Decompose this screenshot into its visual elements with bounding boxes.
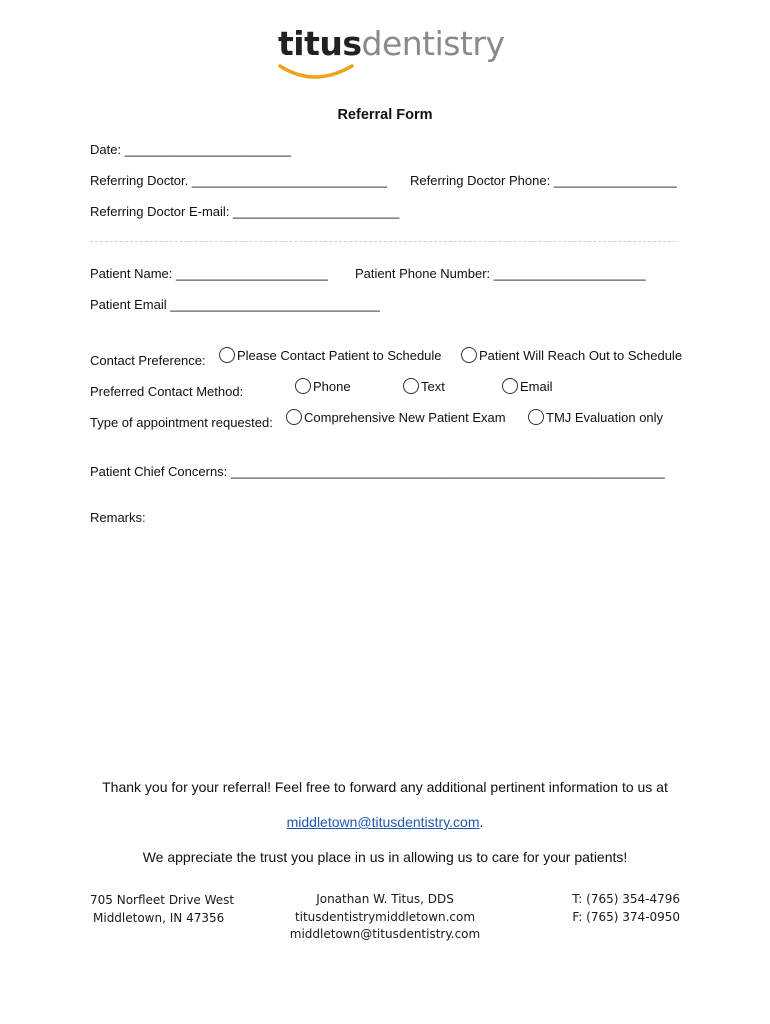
radio-circle-icon[interactable] bbox=[461, 347, 477, 363]
contact-method-option-text[interactable] bbox=[403, 378, 445, 394]
footer-address bbox=[90, 892, 234, 927]
footer-website[interactable]: titusdentistrymiddletown.com bbox=[294, 909, 476, 924]
contact-preference-label: Contact Preference: bbox=[90, 353, 206, 368]
footer-fax: F: (765) 374-0950 bbox=[572, 909, 680, 924]
radio-circle-icon[interactable] bbox=[295, 378, 311, 394]
titus-dentistry-logo bbox=[278, 22, 505, 82]
contact-method-option-phone[interactable] bbox=[295, 378, 351, 394]
thanks-email-line bbox=[0, 814, 770, 830]
appointment-type-option-tmj[interactable] bbox=[528, 409, 663, 425]
remarks-field[interactable]: Remarks: bbox=[90, 510, 146, 525]
footer-phones bbox=[560, 891, 680, 926]
radio-circle-icon[interactable] bbox=[286, 409, 302, 425]
email-link[interactable]: middletown@titusdentistry.com bbox=[286, 814, 480, 830]
thanks-message: Thank you for your referral! Feel free to forward any additional pertinent information to us at bbox=[102, 779, 668, 795]
address-line2: Middletown, IN 47356 bbox=[93, 910, 225, 925]
option-label: Phone bbox=[313, 378, 351, 394]
option-label: Patient Will Reach Out to Schedule bbox=[479, 347, 683, 363]
contact-method-option-email[interactable] bbox=[502, 378, 553, 394]
logo-smile-arc-icon bbox=[278, 62, 358, 84]
option-label: Text bbox=[421, 378, 445, 394]
option-label: Please Contact Patient to Schedule bbox=[237, 347, 442, 363]
footer-contact-center bbox=[235, 891, 535, 944]
patient-email-field[interactable]: Patient Email _____________________________ bbox=[90, 297, 380, 312]
radio-circle-icon[interactable] bbox=[528, 409, 544, 425]
option-label: Email bbox=[520, 378, 553, 394]
address-line1: 705 Norfleet Drive West bbox=[90, 893, 235, 907]
logo-light-text: dentistry bbox=[361, 24, 505, 63]
contact-method-label: Preferred Contact Method: bbox=[90, 384, 244, 399]
footer-email[interactable]: middletown@titusdentistry.com bbox=[289, 927, 481, 941]
logo-wordmark bbox=[278, 22, 505, 66]
referring-doctor-phone-field[interactable]: Referring Doctor Phone: _________________ bbox=[410, 173, 677, 188]
section-divider bbox=[90, 241, 676, 242]
footer-phone: T: (765) 354-4796 bbox=[572, 892, 680, 906]
footer-doctor-name: Jonathan W. Titus, DDS bbox=[316, 892, 454, 906]
patient-name-field[interactable]: Patient Name: _____________________ bbox=[90, 266, 328, 281]
appreciation-message: We appreciate the trust you place in us in allowing us to care for your patients! bbox=[142, 849, 628, 865]
logo-bold-text: titus bbox=[278, 24, 362, 63]
appointment-type-option-comprehensive[interactable] bbox=[286, 409, 506, 425]
contact-preference-option-please-contact[interactable] bbox=[219, 347, 442, 363]
option-label: TMJ Evaluation only bbox=[546, 409, 664, 425]
form-title: Referral Form bbox=[337, 107, 433, 123]
option-label: Comprehensive New Patient Exam bbox=[304, 409, 506, 425]
referring-doctor-email-field[interactable]: Referring Doctor E-mail: _______________________ bbox=[90, 204, 400, 219]
date-field[interactable]: Date: _______________________ bbox=[90, 142, 291, 157]
contact-preference-option-patient-reach-out[interactable] bbox=[461, 347, 682, 363]
radio-circle-icon[interactable] bbox=[219, 347, 235, 363]
referring-doctor-field[interactable]: Referring Doctor. ___________________________ bbox=[90, 173, 388, 188]
radio-circle-icon[interactable] bbox=[502, 378, 518, 394]
patient-phone-field[interactable]: Patient Phone Number: _____________________ bbox=[355, 266, 646, 281]
appointment-type-label: Type of appointment requested: bbox=[90, 415, 273, 430]
email-period: . bbox=[479, 814, 484, 830]
radio-circle-icon[interactable] bbox=[403, 378, 419, 394]
chief-concerns-field[interactable]: Patient Chief Concerns: ____________________________________________________________ bbox=[90, 464, 665, 479]
